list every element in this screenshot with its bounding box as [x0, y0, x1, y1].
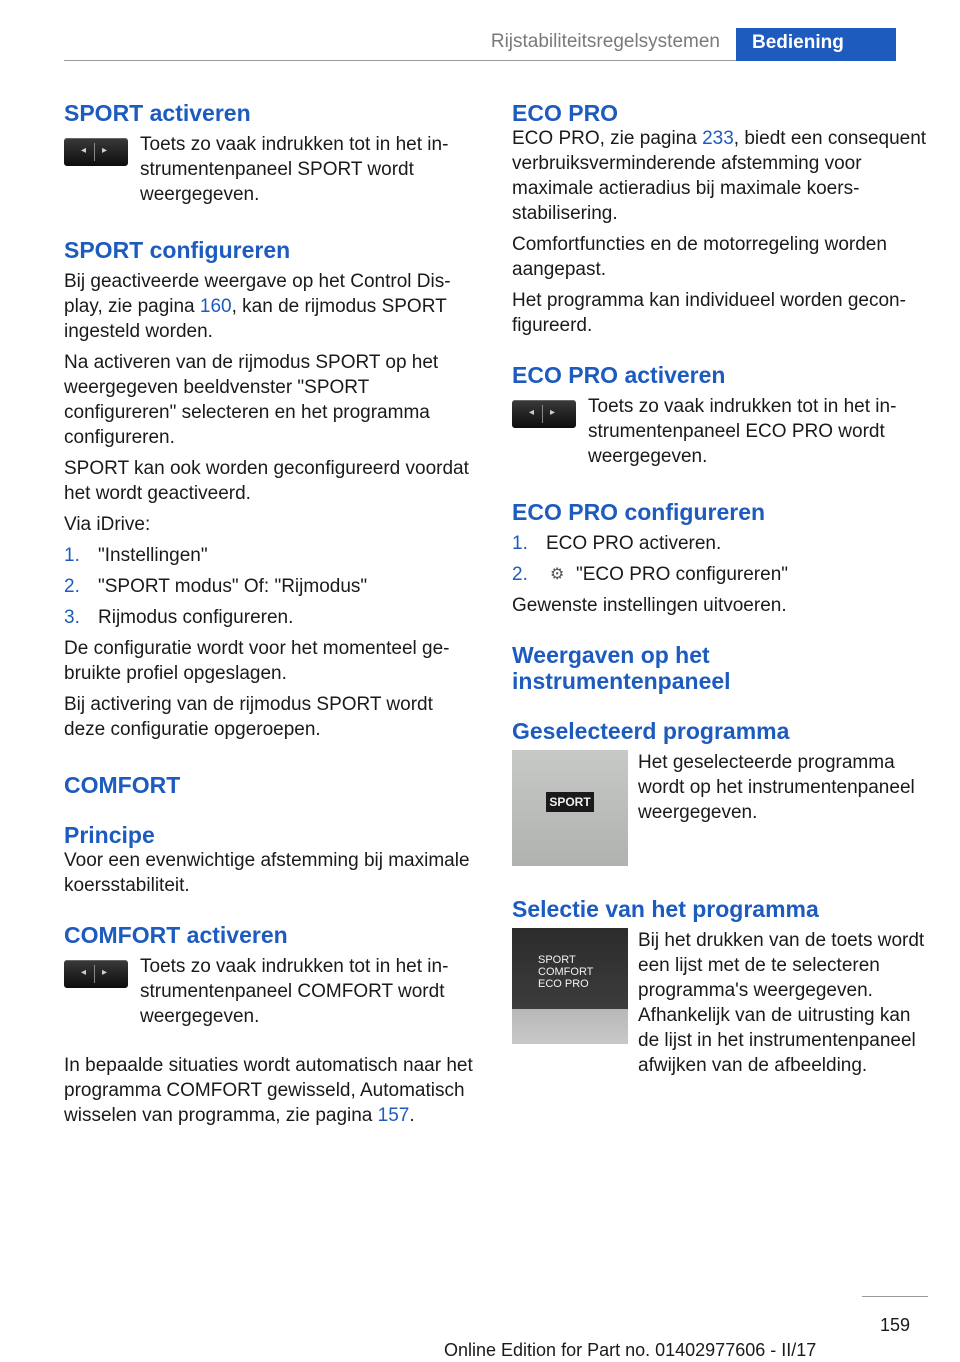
selectie-text: Bij het drukken van de toets wordt een lijst met de te selecteren programma's weergegeven. Afhankelijk van de uitrusting kan de lijst in het instrumentenpaneel afwijken van de afbeelding. [638, 930, 925, 1076]
chapter-header [64, 28, 736, 61]
sport-activeren-block [64, 132, 476, 207]
heading-geselecteerd-programma: Geselecteerd programma [512, 718, 790, 744]
page-number: 159 [862, 1296, 928, 1336]
heading-eco-pro-configureren: ECO PRO configureren [512, 499, 766, 525]
step-number: 1. [512, 533, 528, 554]
sport-config-p6: Bij activering van de rijmodus SPORT wordt deze configuratie opgeroepen. [64, 694, 433, 740]
list-item [512, 562, 928, 587]
sport-config-p3: SPORT kan ook worden geconfigureerd voordat het wordt geactiveerd. [64, 458, 469, 504]
driving-mode-switch-image: ◂ ▸ [64, 960, 128, 988]
step-number: 3. [64, 607, 80, 628]
page-link-233[interactable]: 233 [702, 128, 734, 149]
principe-text: Voor een evenwichtige afstemming bij maximale koersstabiliteit. [64, 850, 470, 896]
gear-icon: ⚙ [550, 566, 565, 583]
driving-mode-switch-image: ◂ ▸ [512, 400, 576, 428]
step-number: 2. [64, 576, 80, 597]
chapter-title: Rijstabiliteitsregelsystemen [490, 31, 720, 52]
step-number: 2. [512, 564, 528, 585]
step-text: Rijmodus configureren. [98, 607, 294, 628]
list-item [64, 605, 476, 630]
heading-sport-activeren: SPORT activeren [64, 100, 251, 126]
left-column [64, 100, 476, 1128]
eco-pro-config-p1: Gewenste instellingen uitvoeren. [512, 595, 787, 616]
menu-item-sport: SPORT [538, 954, 576, 966]
sport-badge: SPORT [546, 792, 594, 812]
edition-footer: Online Edition for Part no. 01402977606 - II/17 [444, 1340, 817, 1360]
heading-comfort-activeren: COMFORT activeren [64, 922, 288, 948]
heading-comfort: COMFORT [64, 772, 181, 798]
sport-config-p2: Na activeren van de rijmodus SPORT op het weergegeven beeldvenster "SPORT configureren" selecteren en het programma configureren. [64, 352, 439, 448]
geselecteerd-text: Het geselecteerde programma wordt op het instrumentenpaneel weergegeven. [638, 752, 915, 823]
sport-config-steps [64, 543, 476, 630]
text: In bepaalde situaties wordt automatisch naar het programma COMFORT gewisseld, Automatisch wisselen van programma, zie pagina [64, 1055, 473, 1126]
step-number: 1. [64, 545, 80, 566]
step-text: "SPORT modus" Of: "Rijmodus" [98, 576, 368, 597]
heading-eco-pro-activeren: ECO PRO activeren [512, 362, 726, 388]
eco-pro-activeren-text: Toets zo vaak indrukken tot in het instrumentenpaneel ECO PRO wordt weergegeven. [588, 396, 897, 467]
eco-pro-activeren-block [512, 394, 928, 469]
heading-principe: Principe [64, 822, 155, 848]
page-link-160[interactable]: 160 [199, 296, 232, 317]
section-tab [736, 28, 896, 61]
sport-config-p5: De configuratie wordt voor het momenteel gebruikte profiel opgeslagen. [64, 638, 450, 684]
program-menu-list [538, 954, 593, 990]
menu-item-eco-pro: ECO PRO [538, 978, 589, 990]
sport-config-p4: Via iDrive: [64, 514, 151, 535]
instrument-panel-sport-image [512, 750, 628, 866]
step-text: ECO PRO activeren. [546, 533, 722, 554]
heading-sport-configureren: SPORT configureren [64, 237, 291, 263]
heading-eco-pro: ECO PRO [512, 100, 619, 126]
selected-program-block [512, 750, 928, 866]
page-link-157[interactable]: 157 [377, 1105, 410, 1126]
eco-pro-p2: Comfortfuncties en de motorregeling worden aangepast. [512, 234, 887, 280]
heading-selectie-programma: Selectie van het programma [512, 896, 819, 922]
text: , biedt een consequent verbruiksverminderende afstemming voor maximale actieradius bij maximale koersstabilisering. [512, 128, 927, 224]
list-item [64, 543, 476, 568]
menu-item-comfort: COMFORT [538, 966, 594, 978]
text: , kan de rijmodus SPORT ingesteld worden. [64, 296, 447, 342]
section-title: Bediening [752, 32, 844, 53]
text: Bij geactiveerde weergave op het Control Display, zie pagina [64, 271, 451, 317]
list-item [64, 574, 476, 599]
step-text: "Instellingen" [98, 545, 208, 566]
comfort-activeren-text: Toets zo vaak indrukken tot in het instrumentenpaneel COMFORT wordt weergegeven. [140, 956, 449, 1027]
right-column [512, 100, 928, 1078]
eco-pro-p3: Het programma kan individueel worden geconfigureerd. [512, 290, 906, 336]
text: ECO PRO, zie pagina [512, 128, 703, 149]
list-item [512, 531, 928, 556]
program-selection-block [512, 928, 928, 1078]
eco-pro-config-steps [512, 531, 928, 587]
eco-pro-p1 [512, 126, 928, 226]
comfort-activeren-block [64, 954, 476, 1029]
heading-weergaven: Weergaven op het instrumentenpaneel [512, 642, 731, 694]
sport-activeren-text: Toets zo vaak indrukken tot in het instrumentenpaneel SPORT wordt weergegeven. [140, 134, 449, 205]
comfort-auto-switch-text [64, 1053, 476, 1128]
step-text: "ECO PRO configureren" [576, 564, 789, 585]
driving-mode-switch-image: ◂ ▸ [64, 138, 128, 166]
sport-config-p1 [64, 269, 476, 344]
text: . [409, 1105, 415, 1126]
instrument-panel-menu-image [512, 928, 628, 1044]
